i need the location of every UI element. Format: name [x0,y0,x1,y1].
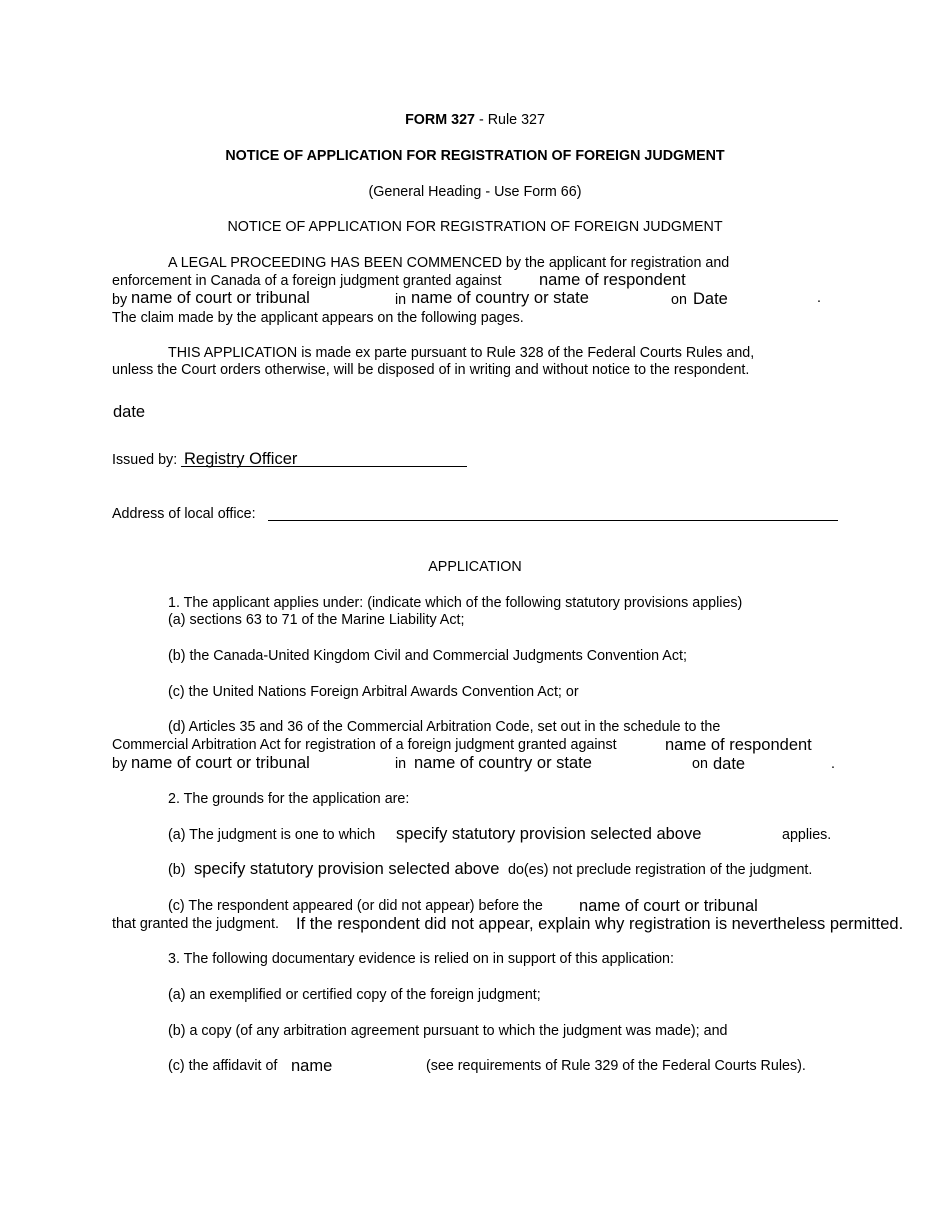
country-name-field[interactable]: name of country or state [411,289,589,307]
item-2: 2. The grounds for the application are: [168,791,410,807]
notice-p1-line1: A LEGAL PROCEEDING HAS BEEN COMMENCED by the applicant for registration and [168,255,730,271]
item-2a-suffix: applies. [782,827,832,843]
by-text: by [112,292,128,308]
general-heading-note: (General Heading - Use Form 66) [368,184,582,200]
item-2b-prefix: (b) [168,862,186,878]
item-2c-court-field[interactable]: name of court or tribunal [579,897,758,915]
document-subtitle: NOTICE OF APPLICATION FOR REGISTRATION OF FOREIGN JUDGMENT [227,219,723,235]
application-heading: APPLICATION [428,559,522,575]
item-3: 3. The following documentary evidence is relied on in support of this application: [168,951,674,967]
address-underline[interactable] [268,520,838,521]
item-1d-by-text: by [112,756,128,772]
item-1d-country-field[interactable]: name of country or state [414,754,592,772]
item-2a-prefix: (a) The judgment is one to which [168,827,376,843]
period-text: . [817,290,821,306]
form-number: FORM 327 [405,112,475,128]
notice-p1-line2: enforcement in Canada of a foreign judgment granted against [112,273,502,289]
in-text: in [395,292,407,308]
item-1d-line2: Commercial Arbitration Act for registration of a foreign judgment granted against [112,737,617,753]
item-2c-line2: that granted the judgment. [112,916,279,932]
issued-by-label: Issued by: [112,452,178,468]
item-1a: (a) sections 63 to 71 of the Marine Liability Act; [168,612,465,628]
item-1d-line1: (d) Articles 35 and 36 of the Commercial Arbitration Code, set out in the schedule to the [168,719,721,735]
notice-p2-line1: THIS APPLICATION is made ex parte pursuant to Rule 328 of the Federal Courts Rules and, [168,345,755,361]
issue-date-field[interactable]: date [113,403,146,421]
item-3a: (a) an exemplified or certified copy of the foreign judgment; [168,987,541,1003]
item-3b: (b) a copy (of any arbitration agreement pursuant to which the judgment was made); and [168,1023,728,1039]
item-3c-prefix: (c) the affidavit of [168,1058,278,1074]
address-label: Address of local office: [112,506,256,522]
item-1: 1. The applicant applies under: (indicate which of the following statutory provisions applies) [168,595,743,611]
item-2c-explanation-field[interactable]: If the respondent did not appear, explain why registration is nevertheless permitted. [296,915,904,933]
item-1d-period-text: . [831,756,835,772]
item-1d-date-field[interactable]: date [713,755,746,773]
item-2b-suffix: do(es) not preclude registration of the judgment. [508,862,813,878]
issued-by-underline [181,466,467,467]
court-name-field[interactable]: name of court or tribunal [131,289,310,307]
rule-reference: - Rule 327 [478,112,545,128]
item-3c-suffix: (see requirements of Rule 329 of the Federal Courts Rules). [426,1058,806,1074]
item-2b-provision-field[interactable]: specify statutory provision selected above [194,860,500,878]
document-title: NOTICE OF APPLICATION FOR REGISTRATION OF FOREIGN JUDGMENT [225,148,725,164]
notice-p1-line4: The claim made by the applicant appears on the following pages. [112,310,524,326]
on-text: on [671,292,687,308]
item-1d-respondent-field[interactable]: name of respondent [665,736,812,754]
notice-p2-line2: unless the Court orders otherwise, will be disposed of in writing and without notice to the respondent. [112,362,750,378]
judgment-date-field[interactable]: Date [693,290,728,308]
respondent-name-field[interactable]: name of respondent [539,271,686,289]
item-1d-on-text: on [692,756,708,772]
item-3c-name-field[interactable]: name [291,1057,333,1075]
item-1d-in-text: in [395,756,407,772]
registry-officer-field[interactable]: Registry Officer [184,450,298,468]
item-2c-prefix: (c) The respondent appeared (or did not appear) before the [168,898,543,914]
form-heading [0,113,950,127]
item-1c: (c) the United Nations Foreign Arbitral Awards Convention Act; or [168,684,579,700]
item-1b: (b) the Canada-United Kingdom Civil and Commercial Judgments Convention Act; [168,648,687,664]
item-2a-provision-field[interactable]: specify statutory provision selected above [396,825,702,843]
item-1d-court-field[interactable]: name of court or tribunal [131,754,310,772]
